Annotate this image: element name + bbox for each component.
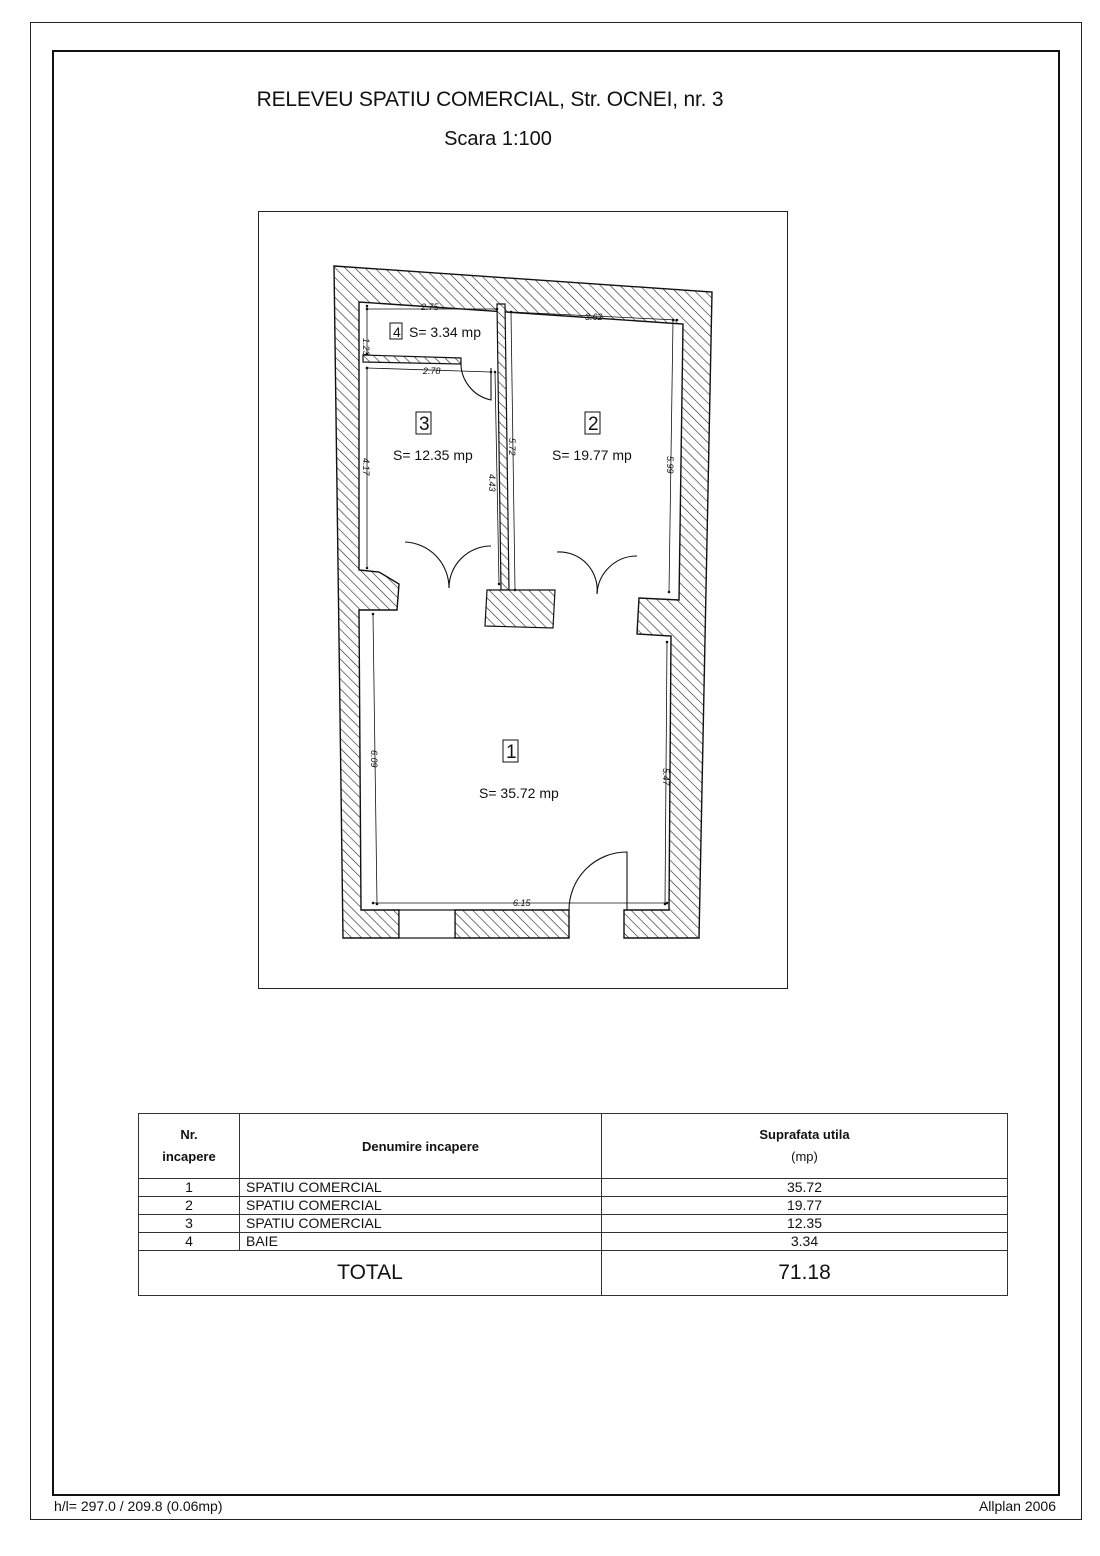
dimension-label: 5.72: [507, 438, 517, 456]
sheet-size-note: h/l= 297.0 / 209.8 (0.06mp): [54, 1498, 223, 1514]
room-area-cell: 35.72: [602, 1179, 1008, 1197]
room-number-cell: 3: [139, 1215, 240, 1233]
room-number-cell: 1: [139, 1179, 240, 1197]
door-arc-room2-right: [597, 556, 637, 594]
dimension-label: 2.75: [421, 302, 439, 312]
header-room-number: [139, 1114, 240, 1179]
room-area: S= 12.35 mp: [393, 447, 473, 463]
header-room-area: [602, 1114, 1008, 1179]
room-number: 2: [588, 414, 599, 435]
dimension-label: 6.09: [369, 750, 379, 768]
dimension-label: 3.62: [585, 312, 603, 322]
table-row: [139, 1233, 1008, 1251]
room-area-cell: 12.35: [602, 1215, 1008, 1233]
room-number-cell: 4: [139, 1233, 240, 1251]
room-area: S= 3.34 mp: [409, 324, 481, 340]
room-name-cell: SPATIU COMERCIAL: [240, 1197, 602, 1215]
table-total-row: [139, 1251, 1008, 1296]
dimension-label: 4.43: [487, 474, 497, 492]
table-row: [139, 1179, 1008, 1197]
room-name-cell: SPATIU COMERCIAL: [240, 1179, 602, 1197]
header-room-name: Denumire incapere: [240, 1114, 602, 1179]
door-arc-room2-left: [557, 552, 597, 594]
room-number: 3: [419, 414, 430, 435]
dimension-label: 5.99: [665, 456, 675, 474]
room-area-cell: 19.77: [602, 1197, 1008, 1215]
door-arc-entrance: [569, 852, 627, 910]
wall-window-segment: [455, 910, 569, 938]
central-wall-pier: [485, 590, 555, 628]
room-name-cell: SPATIU COMERCIAL: [240, 1215, 602, 1233]
room-number-cell: 2: [139, 1197, 240, 1215]
window-opening: [399, 910, 455, 938]
floor-plan-frame: [258, 211, 788, 989]
door-arc-room3-right: [449, 546, 491, 588]
total-label: TOTAL: [139, 1251, 602, 1296]
room-number: 4: [393, 324, 401, 340]
drawing-scale: Scara 1:100: [444, 128, 552, 150]
room-area-table: [138, 1113, 1008, 1296]
table-row: [139, 1197, 1008, 1215]
dimension-label: 6.15: [513, 898, 531, 908]
drawing-title: RELEVEU SPATIU COMERCIAL, Str. OCNEI, nr. 3: [256, 88, 724, 111]
dimension-label: 4.17: [361, 458, 371, 476]
room-name-cell: BAIE: [240, 1233, 602, 1251]
dimension-label: 1.23: [361, 338, 371, 356]
software-credit: Allplan 2006: [978, 1498, 1056, 1514]
dimension-label: 5.47: [661, 768, 671, 786]
dimension-label: 2.78: [423, 366, 441, 376]
room-area: S= 19.77 mp: [552, 447, 632, 463]
header-nr-line1: Nr.: [180, 1127, 198, 1142]
table-row: [139, 1215, 1008, 1233]
header-area-line1: Suprafata utila: [759, 1127, 850, 1142]
header-area-line2: (mp): [791, 1149, 818, 1164]
room-number: 1: [506, 742, 517, 763]
partition-wall-room4: [363, 355, 461, 364]
door-arc-room3-left: [405, 542, 449, 588]
floor-plan-drawing: [259, 212, 789, 990]
room-area: S= 35.72 mp: [479, 785, 559, 801]
door-arc-room3-bath: [461, 360, 491, 400]
total-value: 71.18: [602, 1251, 1008, 1296]
header-nr-line2: incapere: [162, 1149, 216, 1164]
room-area-cell: 3.34: [602, 1233, 1008, 1251]
